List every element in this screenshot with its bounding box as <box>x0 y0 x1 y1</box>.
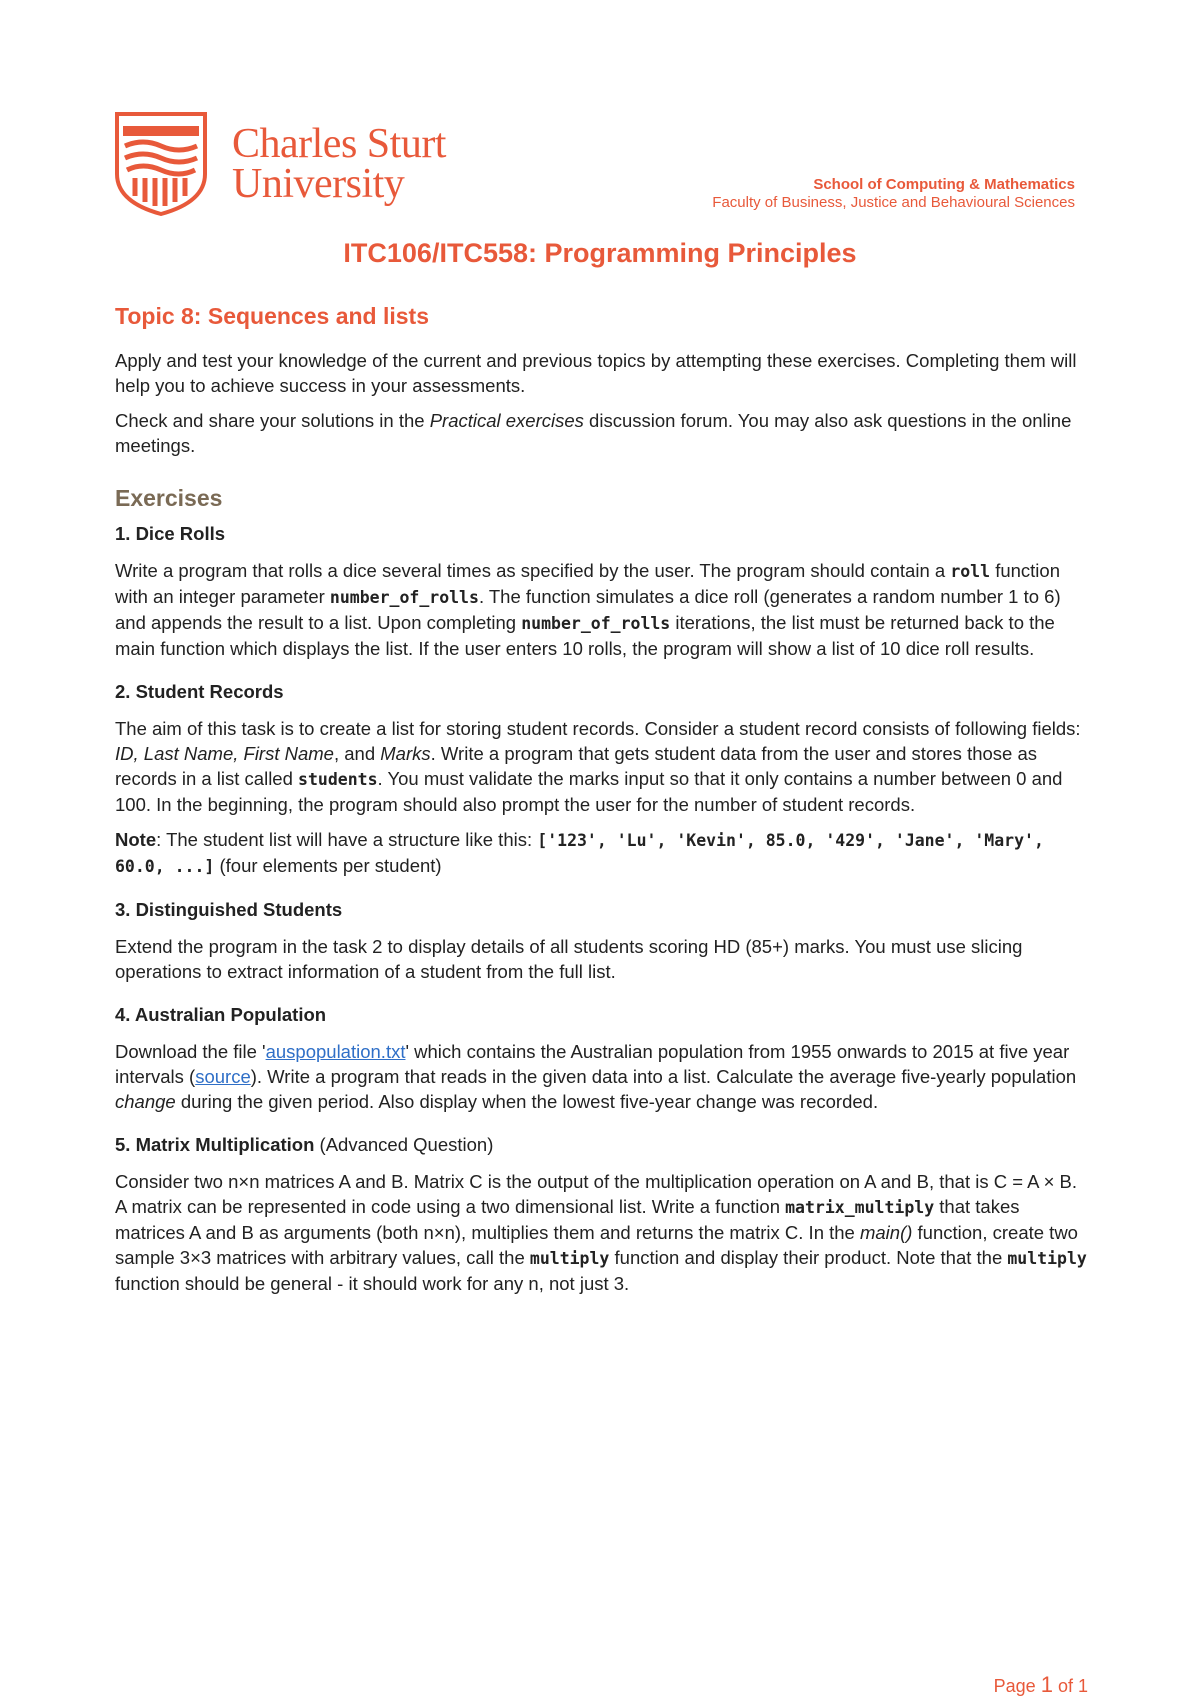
topic-heading: Topic 8: Sequences and lists <box>115 303 429 329</box>
question-4-title: 4. Australian Population <box>115 1004 327 1025</box>
question-4-text <box>115 1039 1090 1114</box>
code-students: students <box>298 770 378 789</box>
auspopulation-link[interactable]: auspopulation.txt <box>265 1041 406 1062</box>
text: ). Write a program that reads in the given data into a list. Calculate the average five-yearly population <box>250 1066 1077 1087</box>
text: Consider two n×n matrices A and B. Matrix C is the output of the multiplication operation on A and B, that is C = A × B. A matrix can be represented in code using a two dimensional list. Write a function <box>115 1171 1078 1217</box>
code-matrix-multiply: matrix_multiply <box>785 1198 935 1217</box>
text: . You must validate the marks input so that it only contains a number between 0 and 100. In the beginning, the program should also prompt the user for the number of student records. <box>115 768 1063 815</box>
page-footer <box>994 1672 1088 1698</box>
logo-line-1: Charles Sturt <box>232 121 446 167</box>
question-2-note <box>115 827 1090 879</box>
intro-text: Check and share your solutions in the <box>115 410 430 431</box>
question-3-title: 3. Distinguished Students <box>115 899 343 920</box>
emphasis-main: main() <box>859 1222 913 1243</box>
field-marks: Marks <box>380 743 431 764</box>
school-info <box>712 176 1075 212</box>
question-3-text: Extend the program in the task 2 to display details of all students scoring HD (85+) marks. You must use slicing operations to extract information of a student from the full list. <box>115 936 1023 982</box>
question-1-title: 1. Dice Rolls <box>115 523 226 544</box>
emphasis-change: change <box>115 1091 176 1112</box>
text: function, create two sample 3×3 matrices with arbitrary values, call the <box>115 1222 1078 1268</box>
question-2-title: 2. Student Records <box>115 681 284 702</box>
note-label: Note <box>115 829 157 850</box>
exercises-heading: Exercises <box>115 485 223 511</box>
page-label: Page <box>993 1676 1036 1696</box>
field-names: ID, Last Name, First Name <box>115 743 334 764</box>
text: Write a program that rolls a dice several times as specified by the user. The program should contain a <box>115 560 951 581</box>
question-2-text <box>115 716 1090 817</box>
text: ' which contains the Australian population from 1955 onwards to 2015 at five year intervals ( <box>115 1041 1070 1087</box>
text: . The function simulates a dice roll (generates a random number 1 to 6) and appends the result to a list. Upon completing <box>115 586 1061 633</box>
text: that takes matrices A and B as arguments (both n×n), multiplies them and returns the matrix C. In the <box>115 1196 1020 1243</box>
text: function with an integer parameter <box>115 560 1060 607</box>
logo-wordmark <box>232 121 446 207</box>
intro-paragraph-2 <box>115 408 1090 458</box>
text: The aim of this task is to create a list for storing student records. Consider a student record consists of following fields: <box>115 718 1081 739</box>
code-roll: roll <box>950 562 991 581</box>
advanced-label: (Advanced Question) <box>314 1134 494 1155</box>
page-total: of 1 <box>1057 1676 1088 1696</box>
source-link[interactable]: source <box>195 1066 251 1087</box>
intro-paragraph-1: Apply and test your knowledge of the current and previous topics by attempting these exercises. Completing them will help you to achieve success in your assessments. <box>115 350 1077 396</box>
faculty-name: Faculty of Business, Justice and Behavioural Sciences <box>712 194 1075 211</box>
document-body <box>115 304 1090 1306</box>
document-title: ITC106/ITC558: Programming Principles <box>343 238 857 268</box>
text: function should be general - it should work for any n, not just 3. <box>115 1273 630 1294</box>
school-name: School of Computing & Mathematics <box>813 176 1075 193</box>
text: (four elements per student) <box>214 855 442 876</box>
text: . Write a program that gets student data from the user and stores those as records in a list called <box>115 743 1038 789</box>
code-number-of-rolls: number_of_rolls <box>329 588 479 607</box>
forum-name: Practical exercises <box>429 410 584 431</box>
code-multiply: multiply <box>529 1249 610 1268</box>
code-multiply: multiply <box>1007 1249 1087 1268</box>
text: , and <box>333 743 381 764</box>
intro-text: discussion forum. You may also ask questions in the online meetings. <box>115 410 1072 456</box>
question-1-text <box>115 558 1090 661</box>
text: function and display their product. Note that the <box>609 1247 1008 1268</box>
question-5-title-text: 5. Matrix Multiplication <box>115 1134 315 1155</box>
text: : The student list will have a structure like this: <box>156 829 538 850</box>
text: iterations, the list must be returned back to the main function which displays the list. If the user enters 10 rolls, the program will show a list of 10 dice roll results. <box>115 612 1055 659</box>
question-5-text <box>115 1169 1090 1296</box>
page-number: 1 <box>1040 1672 1053 1697</box>
question-5-title <box>115 1132 1090 1157</box>
text: Download the file ' <box>115 1041 266 1062</box>
logo-line-2: University <box>232 161 405 207</box>
university-logo <box>115 112 446 216</box>
shield-logo-icon <box>115 112 207 216</box>
code-list-example: ['123', 'Lu', 'Kevin', 85.0, '429', 'Jane', 'Mary', 60.0, ...] <box>115 831 1044 876</box>
code-number-of-rolls: number_of_rolls <box>521 614 671 633</box>
text: during the given period. Also display when the lowest five-year change was recorded. <box>175 1091 879 1112</box>
